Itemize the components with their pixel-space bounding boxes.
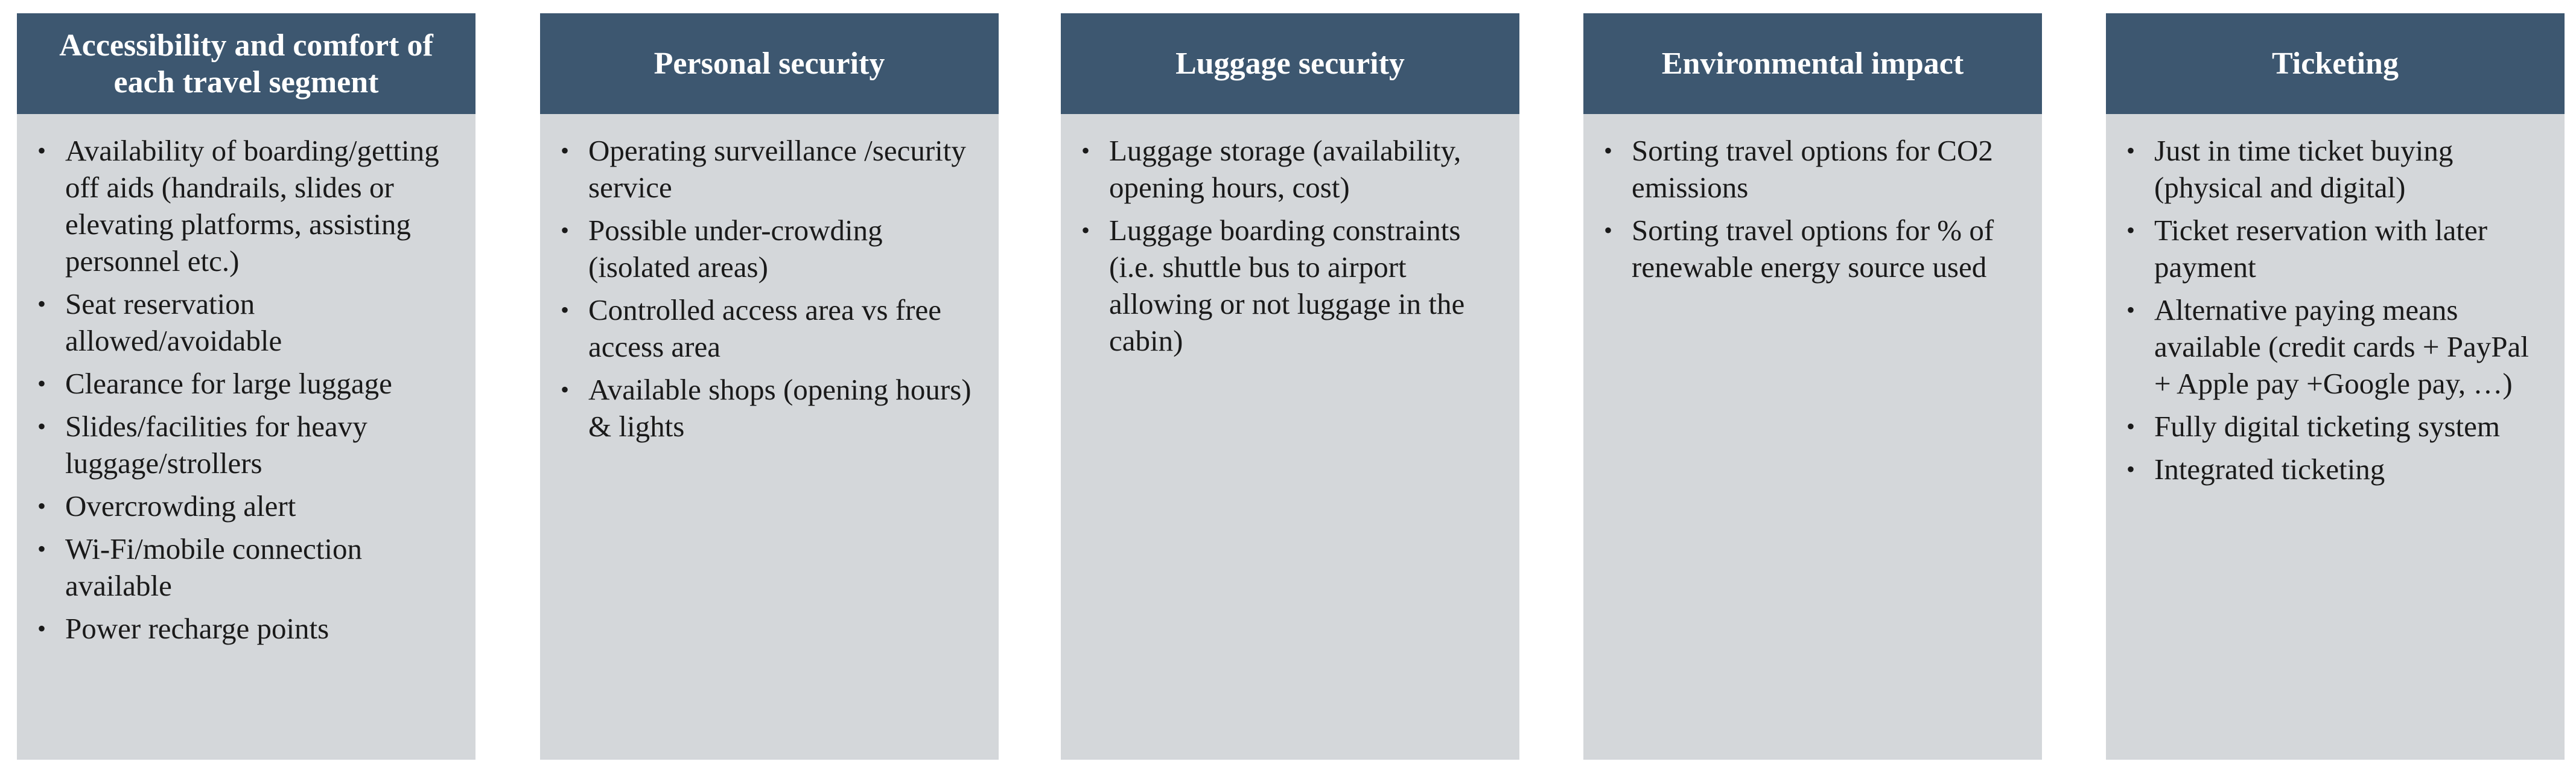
list-item-text: Controlled access area vs free access area (588, 293, 941, 363)
list-item (1078, 132, 1499, 206)
bullet-icon: • (37, 413, 46, 440)
list-item (34, 530, 455, 604)
list-item (2123, 132, 2544, 206)
list-item-text: Sorting travel options for CO2 emissions (1632, 134, 1993, 204)
list-item (34, 285, 455, 359)
list-item (34, 408, 455, 482)
bullet-list (1600, 132, 2021, 285)
list-item (557, 291, 978, 365)
bullet-icon: • (1604, 217, 1613, 244)
list-item-text: Integrated ticketing (2154, 453, 2385, 486)
list-item (34, 365, 455, 402)
bullet-icon: • (37, 290, 46, 317)
list-item (34, 132, 455, 279)
column-body (1583, 114, 2042, 285)
list-item (557, 132, 978, 206)
column-personal-security (540, 13, 999, 760)
list-item (34, 610, 455, 647)
column-environmental-impact (1583, 13, 2042, 760)
bullet-icon: • (1604, 137, 1613, 164)
list-item-text: Luggage storage (availability, opening hours, cost) (1109, 134, 1461, 204)
list-item (1600, 132, 2021, 206)
column-header: Personal security (540, 13, 999, 114)
column-luggage-security (1061, 13, 1519, 760)
column-header: Ticketing (2106, 13, 2565, 114)
bullet-icon: • (37, 615, 46, 642)
list-item (557, 212, 978, 285)
list-item (34, 488, 455, 524)
list-item-text: Just in time ticket buying (physical and digital) (2154, 134, 2454, 204)
list-item-text: Slides/facilities for heavy luggage/strollers (65, 410, 367, 480)
bullet-icon: • (561, 296, 570, 323)
list-item (2123, 291, 2544, 402)
bullet-icon: • (37, 535, 46, 562)
column-body (17, 114, 475, 647)
bullet-icon: • (37, 492, 46, 520)
bullet-icon: • (561, 217, 570, 244)
list-item (2123, 212, 2544, 285)
list-item-text: Operating surveillance /security service (588, 134, 966, 204)
list-item-text: Possible under-crowding (isolated areas) (588, 214, 883, 284)
bullet-list (1078, 132, 1499, 359)
list-item-text: Power recharge points (65, 612, 329, 645)
list-item (2123, 451, 2544, 488)
bullet-icon: • (561, 376, 570, 403)
bullet-icon: • (1081, 217, 1090, 244)
column-accessibility-comfort (17, 13, 475, 760)
bullet-icon: • (37, 137, 46, 164)
column-body (1061, 114, 1519, 359)
bullet-list (2123, 132, 2544, 488)
bullet-icon: • (2126, 296, 2136, 323)
list-item-text: Clearance for large luggage (65, 367, 392, 400)
list-item-text: Sorting travel options for % of renewable energy source used (1632, 214, 1994, 284)
bullet-list (557, 132, 978, 445)
bullet-icon: • (2126, 137, 2136, 164)
column-body (2106, 114, 2565, 488)
list-item (1078, 212, 1499, 359)
column-ticketing (2106, 13, 2565, 760)
column-body (540, 114, 999, 445)
bullet-icon: • (1081, 137, 1090, 164)
column-header: Environmental impact (1583, 13, 2042, 114)
list-item-text: Luggage boarding constraints (i.e. shuttle bus to airport allowing or not luggage in the cabin) (1109, 214, 1465, 357)
list-item (1600, 212, 2021, 285)
list-item-text: Alternative paying means available (credit cards + PayPal + Apple pay +Google pay, …) (2154, 293, 2529, 400)
list-item (2123, 408, 2544, 445)
bullet-icon: • (2126, 413, 2136, 440)
list-item-text: Fully digital ticketing system (2154, 410, 2500, 443)
column-header: Luggage security (1061, 13, 1519, 114)
column-header: Accessibility and comfort of each travel segment (17, 13, 475, 114)
list-item-text: Seat reservation allowed/avoidable (65, 287, 282, 357)
list-item-text: Availability of boarding/getting off aids (handrails, slides or elevating platforms, assisting personnel etc.) (65, 134, 439, 278)
list-item-text: Ticket reservation with later payment (2154, 214, 2488, 284)
bullet-icon: • (37, 370, 46, 397)
list-item-text: Overcrowding alert (65, 489, 296, 523)
list-item (557, 371, 978, 445)
bullet-icon: • (2126, 456, 2136, 483)
bullet-icon: • (561, 137, 570, 164)
list-item-text: Wi-Fi/mobile connection available (65, 532, 363, 602)
list-item-text: Available shops (opening hours) & lights (588, 373, 972, 443)
bullet-list (34, 132, 455, 647)
bullet-icon: • (2126, 217, 2136, 244)
